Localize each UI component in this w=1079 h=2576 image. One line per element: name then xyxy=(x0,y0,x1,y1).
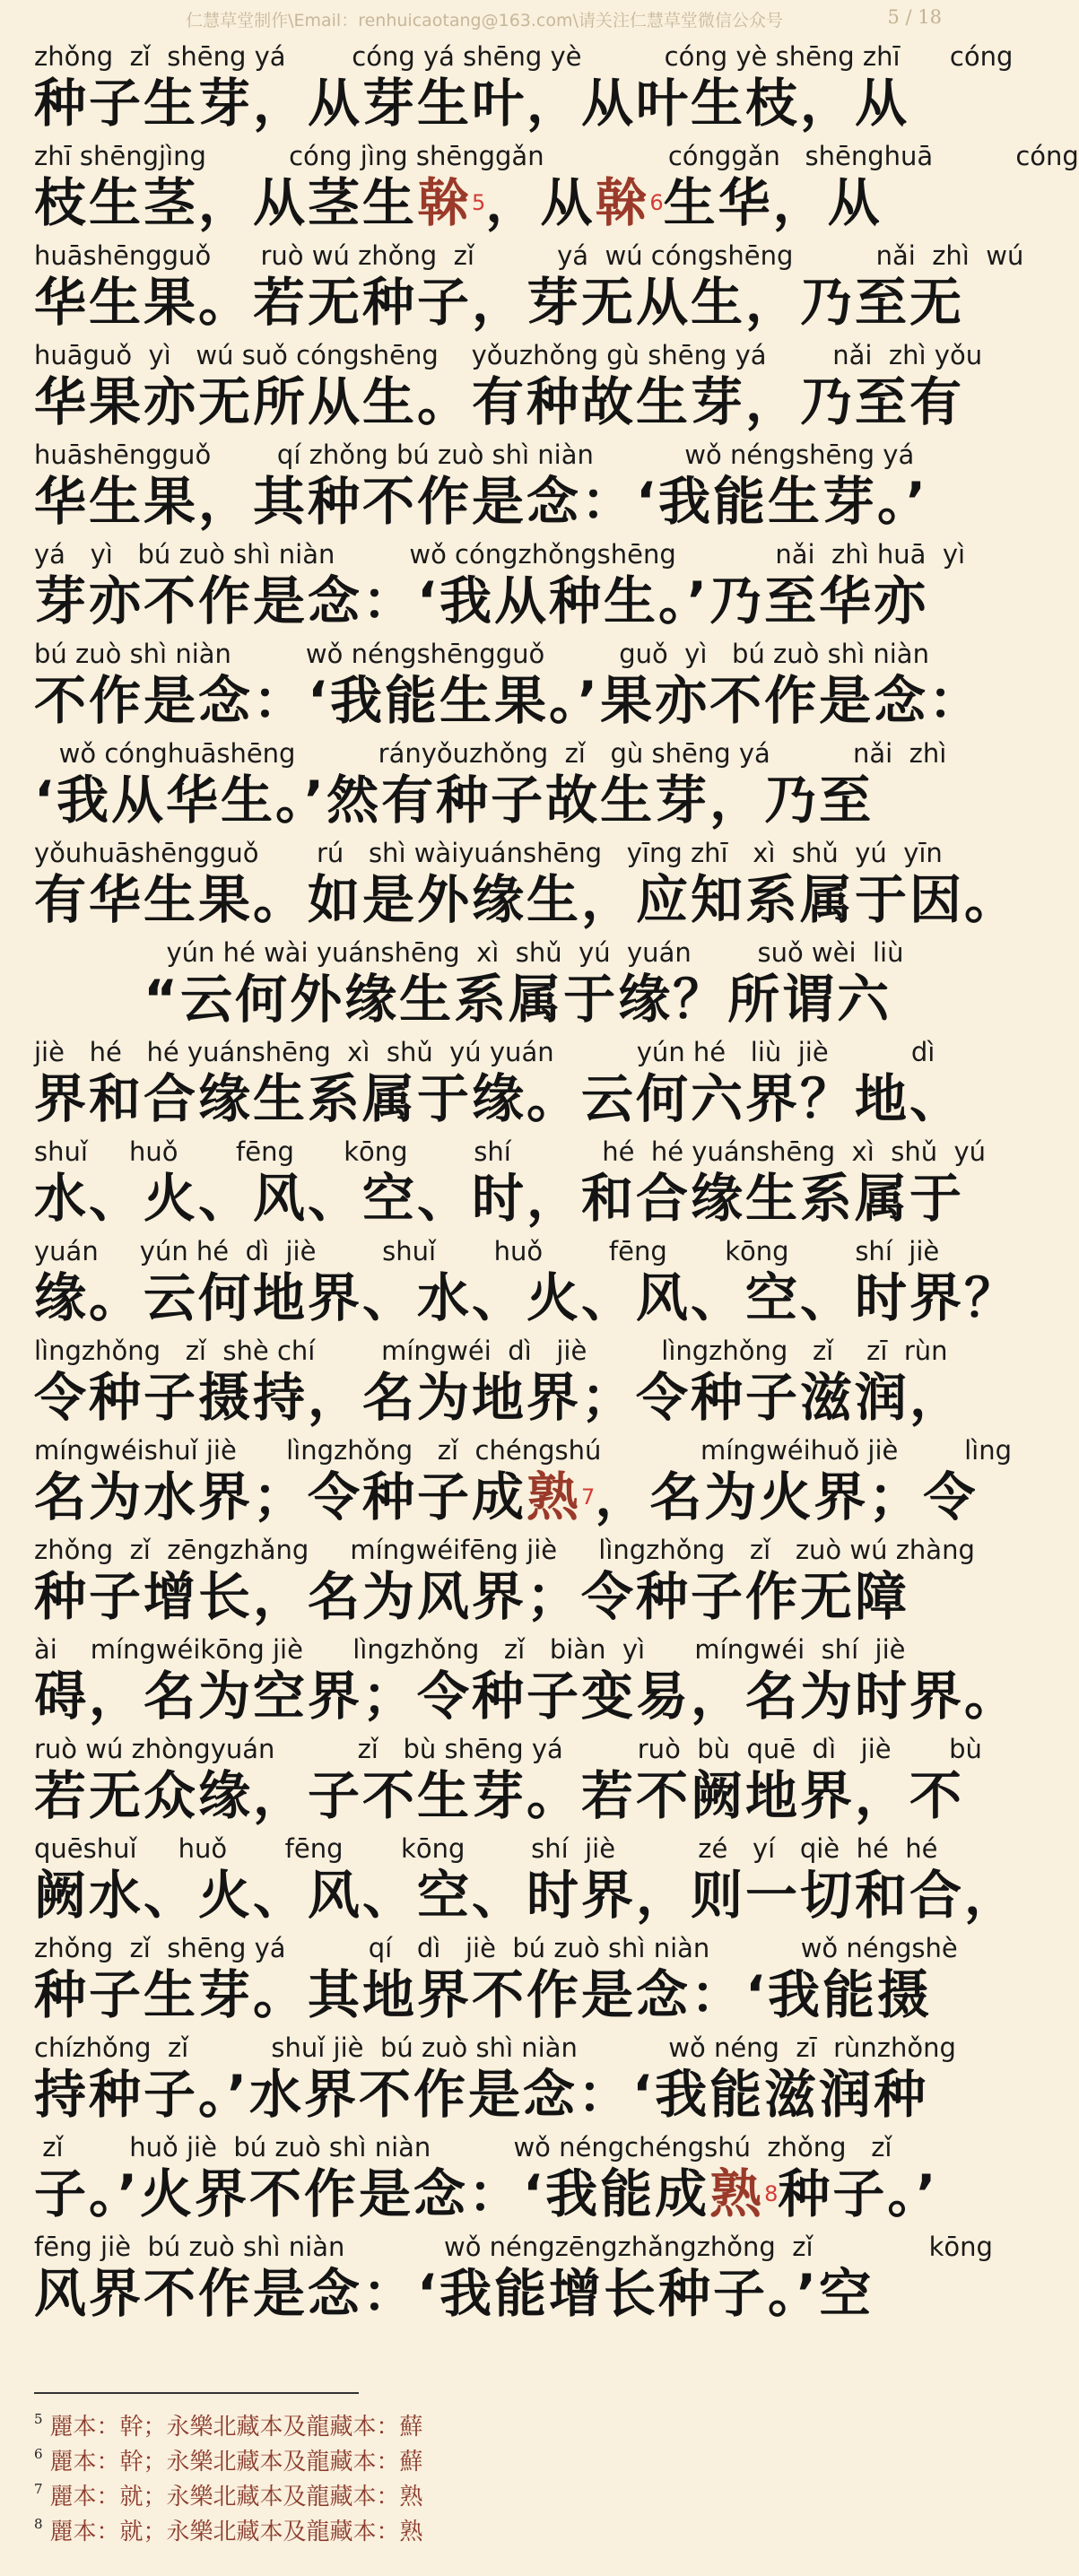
pinyin-line: zhǒng zǐ zēngzhǎng míngwéifēng jiè lìngzhǒng zǐ zuò wú zhàng xyxy=(34,1535,975,1565)
footnote-item xyxy=(34,2445,940,2480)
hanzi-line: 碍，名为空界；令种子变易，名为时界。 xyxy=(34,1666,1020,1727)
hanzi-line xyxy=(34,173,940,239)
text-line xyxy=(34,1234,1020,1334)
text-line xyxy=(34,1832,1020,1931)
text-line xyxy=(34,239,1024,338)
footnote-item xyxy=(34,2410,940,2445)
page-separator: / xyxy=(899,6,918,28)
pinyin-line: huāshēngguǒ qí zhǒng bú zuò shì niàn wǒ néngshēng yá xyxy=(34,439,915,470)
hanzi-line: 种子生芽。其地界不作是念：‘我能摄 xyxy=(34,1964,933,2025)
hanzi-line: 风界不作是念：‘我能增长种子。’空 xyxy=(34,2263,875,2324)
pinyin-line: quēshuǐ huǒ fēng kōng shí jiè zé yí qiè hé hé xyxy=(34,1833,938,1864)
hanzi-segment: ，名为火界；令 xyxy=(595,1466,979,1527)
pinyin-line: jiè hé hé yuánshēng xì shǔ yú yuán yún hé liù jiè dì xyxy=(34,1037,935,1067)
hanzi-segment: ，从 xyxy=(485,172,596,233)
pinyin-line: wǒ cónghuāshēng rányǒuzhǒng zǐ gù shēng yá nǎi zhì xyxy=(34,738,947,769)
footnote-number: 8 xyxy=(34,2516,43,2532)
footnote-number: 7 xyxy=(34,2481,43,2497)
text-line xyxy=(34,338,983,438)
footnote-item xyxy=(34,2480,940,2515)
footnote-text: 麗本：就；永樂北藏本及龍藏本：熟 xyxy=(49,2519,423,2546)
footnote-number: 5 xyxy=(34,2411,43,2427)
hanzi-line: 有华生果。如是外缘生，应知系属于因。 xyxy=(34,869,1020,930)
footnotes xyxy=(34,2392,940,2550)
pinyin-line: huāshēngguǒ ruò wú zhǒng zǐ yá wú cóngshēng nǎi zhì wú xyxy=(34,240,1024,271)
text-line xyxy=(34,1732,982,1832)
hanzi-line: 若无众缘，子不生芽。若不阙地界，不 xyxy=(34,1765,965,1826)
hanzi-line: 种子生芽，从芽生叶，从叶生枝，从 xyxy=(34,73,910,134)
hanzi-line xyxy=(34,2164,940,2230)
pinyin-line: yá yì bú zuò shì niàn wǒ cóngzhǒngshēng nǎi zhì huā yì xyxy=(34,539,966,570)
hanzi-line: 不作是念：‘我能生果。’果亦不作是念： xyxy=(34,670,984,731)
hanzi-segment: 生华，从 xyxy=(663,172,883,233)
pinyin-line: ài míngwéikōng jiè lìngzhǒng zǐ biàn yì míngwéi shí jiè xyxy=(34,1634,906,1665)
text-line xyxy=(34,637,984,736)
scripture-text xyxy=(34,39,1079,2329)
page-header xyxy=(0,5,969,38)
hanzi-line: 华生果，其种不作是念：‘我能生芽。’ xyxy=(34,471,929,532)
text-line xyxy=(34,1334,965,1433)
text-line xyxy=(34,1135,987,1234)
footnote-item xyxy=(34,2515,940,2550)
hanzi-line: 芽亦不作是念：‘我从种生。’乃至华亦 xyxy=(34,570,929,631)
text-line xyxy=(34,1433,1013,1533)
text-line xyxy=(34,438,940,537)
text-line xyxy=(34,139,1079,239)
footnote-marker[interactable]: 5 xyxy=(472,190,486,215)
text-line xyxy=(34,2031,956,2130)
hanzi-line: 令种子摄持，名为地界；令种子滋润， xyxy=(34,1367,965,1428)
text-line xyxy=(34,2130,940,2230)
variant-character: 熟 xyxy=(526,1466,582,1527)
variant-character: 熟 xyxy=(709,2163,765,2224)
pinyin-line: zǐ huǒ jiè bú zuò shì niàn wǒ néngchéngshú zhǒng zǐ xyxy=(34,2132,892,2163)
hanzi-line: 缘。云何地界、水、火、风、空、时界？ xyxy=(34,1267,1020,1328)
pinyin-line: yuán yún hé dì jiè shuǐ huǒ fēng kōng shí jiè xyxy=(34,1236,940,1266)
text-line xyxy=(34,1533,975,1632)
text-line xyxy=(34,836,1020,936)
hanzi-line: 阙水、火、风、空、时界，则一切和合， xyxy=(34,1865,1020,1926)
hanzi-segment: 种子。’ xyxy=(778,2163,939,2224)
footnote-text: 麗本：就；永樂北藏本及龍藏本：熟 xyxy=(49,2484,423,2511)
footnote-text: 麗本：幹；永樂北藏本及龍藏本：蘚 xyxy=(49,2449,423,2476)
hanzi-line: 种子增长，名为风界；令种子作无障 xyxy=(34,1566,910,1627)
hanzi-line: 界和合缘生系属于缘。云何六界？地、 xyxy=(34,1068,965,1129)
page-total: 18 xyxy=(918,6,942,28)
hanzi-line: ‘我从华生。’然有种子故生芽，乃至 xyxy=(34,770,875,831)
pinyin-line: shuǐ huǒ fēng kōng shí hé hé yuánshēng xì shǔ yú xyxy=(34,1136,987,1167)
pinyin-line: zhǒng zǐ shēng yá cóng yá shēng yè cóng yè shēng zhī cóng xyxy=(34,41,1014,72)
pinyin-line: chízhǒng zǐ shuǐ jiè bú zuò shì niàn wǒ néng zī rùnzhǒng xyxy=(34,2032,956,2063)
hanzi-line: 水、火、风、空、时，和合缘生系属于 xyxy=(34,1168,965,1229)
hanzi-line: 华果亦无所从生。有种故生芽，乃至有 xyxy=(34,371,965,432)
pinyin-line: yǒuhuāshēngguǒ rú shì wàiyuánshēng yīng zhī xì shǔ yú yīn xyxy=(34,838,943,868)
hanzi-segment: 子。’火界不作是念：‘我能成 xyxy=(34,2163,710,2224)
text-line xyxy=(34,2230,993,2329)
footnote-marker[interactable]: 8 xyxy=(764,2181,779,2206)
hanzi-line: “云何外缘生系属于缘？所谓六 xyxy=(34,969,892,1030)
text-line xyxy=(34,736,947,836)
text-line xyxy=(34,936,940,1035)
page-number xyxy=(887,6,942,28)
pinyin-line: bú zuò shì niàn wǒ néngshēngguǒ guǒ yì bú zuò shì niàn xyxy=(34,639,929,669)
credit-text: 仁慧草堂制作\Email：renhuicaotang@163.com\请关注仁慧草堂微信公众号 xyxy=(186,11,783,30)
footnote-marker[interactable]: 7 xyxy=(581,1484,596,1510)
text-line xyxy=(34,1632,1020,1732)
hanzi-segment: 名为水界；令种子成 xyxy=(34,1466,527,1527)
text-line xyxy=(34,39,1014,139)
pinyin-line: huāguǒ yì wú suǒ cóngshēng yǒuzhǒng gù shēng yá nǎi zhì yǒu xyxy=(34,340,983,370)
footnote-text: 麗本：幹；永樂北藏本及龍藏本：蘚 xyxy=(49,2414,423,2441)
variant-character: 榦 xyxy=(595,172,650,233)
pinyin-line: yún hé wài yuánshēng xì shǔ yú yuán suǒ wèi liù xyxy=(34,937,904,968)
pinyin-line: ruò wú zhòngyuán zǐ bù shēng yá ruò bù quē dì jiè bù xyxy=(34,1734,982,1764)
pinyin-line: míngwéishuǐ jiè lìngzhǒng zǐ chéngshú míngwéihuǒ jiè lìng xyxy=(34,1435,1013,1466)
pinyin-line: zhǒng zǐ shēng yá qí dì jiè bú zuò shì niàn wǒ néngshè xyxy=(34,1933,958,1963)
text-line xyxy=(34,1035,965,1135)
footnote-divider xyxy=(34,2392,359,2394)
page-current: 5 xyxy=(887,6,900,28)
hanzi-line: 持种子。’水界不作是念：‘我能滋润种 xyxy=(34,2064,929,2125)
text-line xyxy=(34,537,966,637)
text-line xyxy=(34,1931,958,2031)
hanzi-line: 华生果。若无种子，芽无从生，乃至无 xyxy=(34,272,965,333)
hanzi-line xyxy=(34,1466,979,1533)
footnote-number: 6 xyxy=(34,2446,43,2462)
pinyin-line: zhī shēngjìng cóng jìng shēnggǎn cónggǎn shēnghuā cóng xyxy=(34,141,1079,171)
pinyin-line: lìngzhǒng zǐ shè chí míngwéi dì jiè lìngzhǒng zǐ zī rùn xyxy=(34,1336,948,1366)
variant-character: 榦 xyxy=(417,172,473,233)
footnote-marker[interactable]: 6 xyxy=(649,190,664,215)
pinyin-line: fēng jiè bú zuò shì niàn wǒ néngzēngzhǎngzhǒng zǐ kōng xyxy=(34,2232,993,2262)
hanzi-segment: 枝生茎，从茎生 xyxy=(34,172,418,233)
